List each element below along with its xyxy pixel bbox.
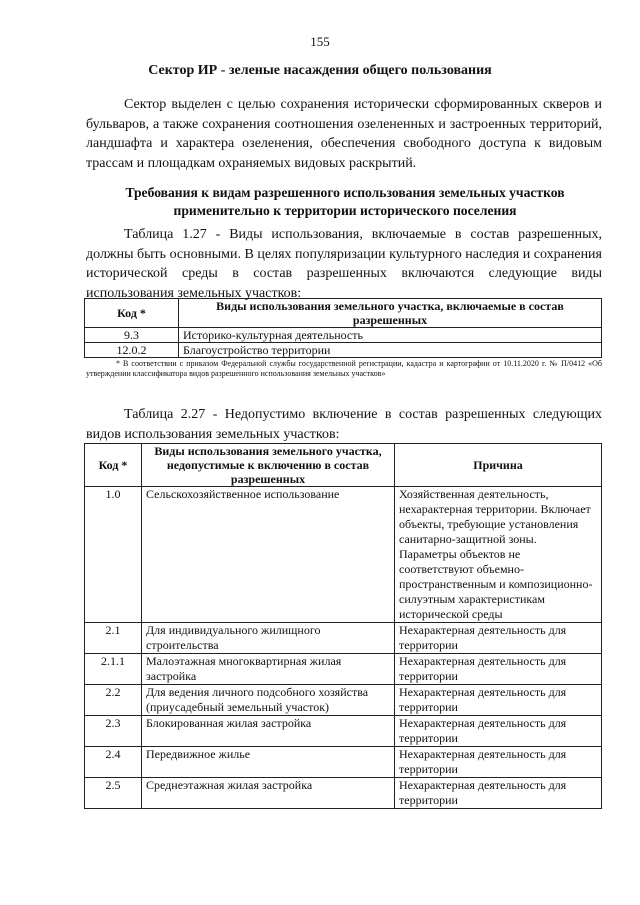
reason-cell: Нехарактерная деятельность для территории (395, 654, 602, 685)
code-cell: 2.5 (85, 778, 142, 809)
footnote: * В соответствии с приказом Федеральной службы государственной регистрации, кадастра и картографии от 10.11.2020 г. № П/0412 «Об утверждении классификатора видов разрешенного использования земельных участков» (86, 359, 602, 378)
code-column-header: Код * (85, 444, 142, 487)
code-cell: 2.1.1 (85, 654, 142, 685)
table-header-row (85, 444, 602, 487)
code-cell: 2.1 (85, 623, 142, 654)
page-number: 155 (310, 34, 330, 49)
use-cell: Сельскохозяйственное использование (142, 487, 395, 623)
subheading: Требования к видам разрешенного использования земельных участков применительно к территории исторического поселения (125, 185, 565, 218)
reason-cell: Нехарактерная деятельность для территории (395, 623, 602, 654)
reason-column-header: Причина (395, 444, 602, 487)
section-title: Сектор ИР - зеленые насаждения общего пользования (148, 63, 492, 78)
use-column-header: Виды использования земельного участка, включаемые в состав разрешенных (179, 299, 602, 328)
code-column-header: Код * (85, 299, 179, 328)
table-row (85, 685, 602, 716)
prohibited-uses-table (84, 443, 602, 809)
reason-cell: Хозяйственная деятельность, нехарактерная территории. Включает объекты, требующие установления санитарно-защитной зоны. Параметры объектов не соответствуют объемно-пространственным и композиционно-силуэтным характеристикам исторической среды (395, 487, 602, 623)
use-cell: Среднеэтажная жилая застройка (142, 778, 395, 809)
table-row (85, 716, 602, 747)
table-row (85, 328, 602, 343)
use-cell: Историко-культурная деятельность (179, 328, 602, 343)
table-row (85, 487, 602, 623)
table-row (85, 654, 602, 685)
use-cell: Передвижное жилье (142, 747, 395, 778)
intro-paragraph: Сектор выделен с целью сохранения исторически сформированных скверов и бульваров, а также сохранения соотношения озелененных и застроенных территорий, ландшафта и характера озеленения, обеспечения свободного доступа к видовым трассам и площадкам охраняемых видовых раскрытий. (86, 97, 602, 171)
use-cell: Для индивидуального жилищного строительства (142, 623, 395, 654)
code-cell: 2.2 (85, 685, 142, 716)
code-cell: 2.4 (85, 747, 142, 778)
code-cell: 2.3 (85, 716, 142, 747)
code-cell: 12.0.2 (85, 343, 179, 358)
reason-cell: Нехарактерная деятельность для территории (395, 716, 602, 747)
table-header-row (85, 299, 602, 328)
table-row (85, 778, 602, 809)
reason-cell: Нехарактерная деятельность для территории (395, 778, 602, 809)
code-cell: 1.0 (85, 487, 142, 623)
code-cell: 9.3 (85, 328, 179, 343)
reason-cell: Нехарактерная деятельность для территории (395, 685, 602, 716)
use-cell: Для ведения личного подсобного хозяйства (приусадебный земельный участок) (142, 685, 395, 716)
use-cell: Блокированная жилая застройка (142, 716, 395, 747)
reason-cell: Нехарактерная деятельность для территории (395, 747, 602, 778)
use-column-header: Виды использования земельного участка, недопустимые к включению в состав разрешенных (142, 444, 395, 487)
table-row (85, 747, 602, 778)
table-row (85, 623, 602, 654)
use-cell: Благоустройство территории (179, 343, 602, 358)
use-cell: Малоэтажная многоквартирная жилая застройка (142, 654, 395, 685)
table2-intro: Таблица 2.27 - Недопустимо включение в состав разрешенных следующих видов использования земельных участков: (86, 407, 602, 442)
allowed-uses-table (84, 298, 602, 358)
table-row (85, 343, 602, 358)
table1-intro: Таблица 1.27 - Виды использования, включаемые в состав разрешенных, должны быть основными. В целях популяризации культурного наследия и сохранения исторической среды в состав разрешенных включаются следующие виды использования земельных участков: (86, 227, 602, 301)
